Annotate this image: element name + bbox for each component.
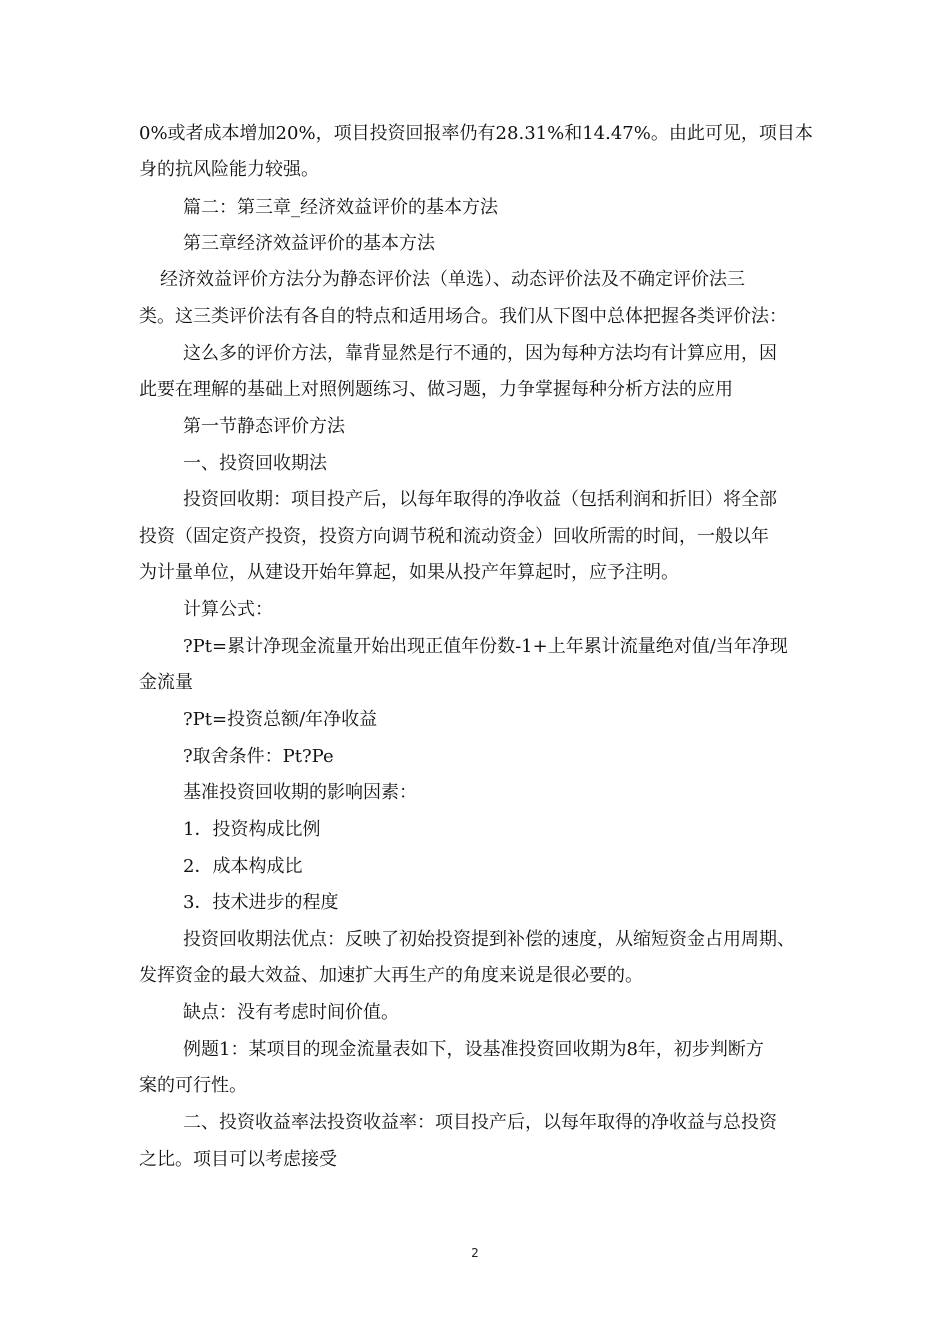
section-heading: 一、投资回收期法 <box>183 453 327 474</box>
text-line: 此要在理解的基础上对照例题练习、做习题，力争掌握每种分析方法的应用 <box>139 379 733 400</box>
text-line: 投资（固定资产投资，投资方向调节税和流动资金）回收所需的时间，一般以年 <box>139 526 769 547</box>
text-line: 计算公式： <box>183 599 273 620</box>
chapter-title: 第三章经济效益评价的基本方法 <box>183 233 435 254</box>
page-number: 2 <box>471 1246 479 1260</box>
text-line: 经济效益评价方法分为静态评价法（单选）、动态评价法及不确定评价法三 <box>160 269 745 290</box>
formula-line: 金流量 <box>139 672 193 693</box>
list-item: 2．成本构成比 <box>183 856 303 877</box>
text-line: 例题1：某项目的现金流量表如下，设基准投资回收期为8年，初步判断方 <box>183 1039 764 1060</box>
text-line: 二、投资收益率法投资收益率：项目投产后，以每年取得的净收益与总投资 <box>183 1112 777 1133</box>
text-line: 缺点：没有考虑时间价值。 <box>183 1002 399 1023</box>
formula-line: ?Pt=投资总额/年净收益 <box>183 709 378 730</box>
text-line: 类。这三类评价法有各自的特点和适用场合。我们从下图中总体把握各类评价法： <box>139 306 787 327</box>
text-line: 0%或者成本增加20%，项目投资回报率仍有28.31%和14.47%。由此可见，项目本 <box>139 123 813 144</box>
text-line: 投资回收期法优点：反映了初始投资提到补偿的速度，从缩短资金占用周期、 <box>183 929 795 950</box>
section-heading: 第一节静态评价方法 <box>183 416 345 437</box>
text-line: 身的抗风险能力较强。 <box>139 159 319 180</box>
text-line: 投资回收期：项目投产后，以每年取得的净收益（包括利润和折旧）将全部 <box>183 489 777 510</box>
text-line: 案的可行性。 <box>139 1075 247 1096</box>
formula-line: ?取舍条件：Pt?Pe <box>183 746 334 767</box>
text-line: 之比。项目可以考虑接受 <box>139 1149 337 1170</box>
list-item: 1．投资构成比例 <box>183 819 321 840</box>
formula-line: ?Pt=累计净现金流量开始出现正值年份数-1+上年累计流量绝对值/当年净现 <box>183 636 788 657</box>
list-item: 3．技术进步的程度 <box>183 892 339 913</box>
section-heading: 篇二：第三章_经济效益评价的基本方法 <box>183 197 498 218</box>
text-line: 发挥资金的最大效益、加速扩大再生产的角度来说是很必要的。 <box>139 965 643 986</box>
text-line: 这么多的评价方法，靠背显然是行不通的，因为每种方法均有计算应用，因 <box>183 343 777 364</box>
text-line: 为计量单位，从建设开始年算起，如果从投产年算起时，应予注明。 <box>139 562 679 583</box>
text-line: 基准投资回收期的影响因素： <box>183 782 417 803</box>
